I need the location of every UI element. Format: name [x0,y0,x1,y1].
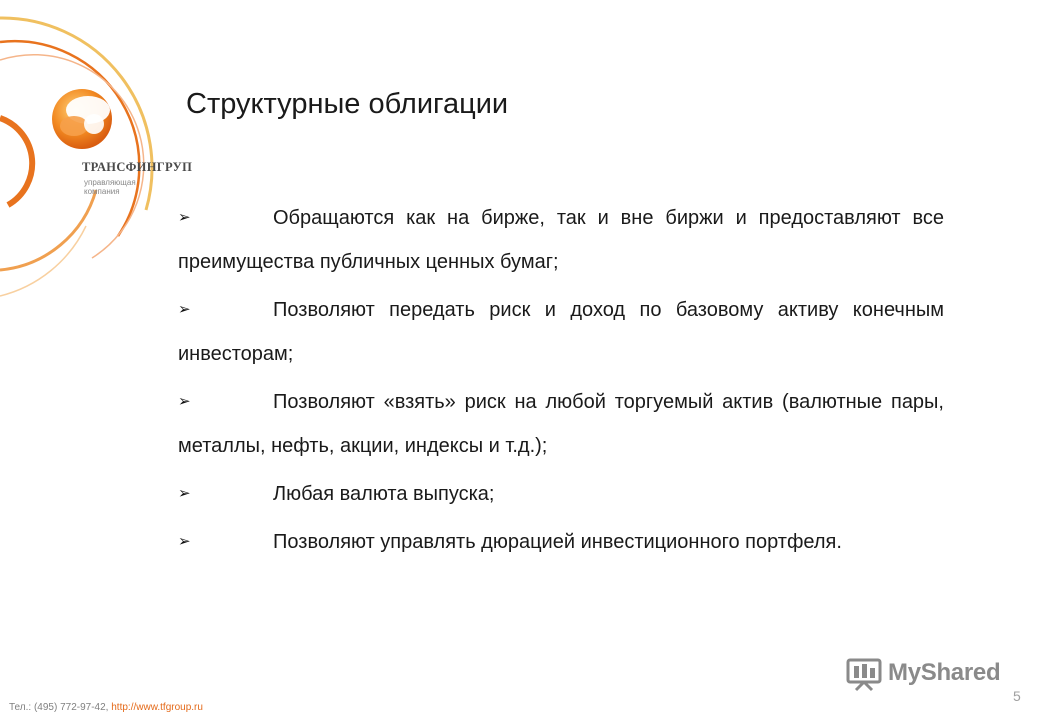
company-logo-icon [48,86,124,156]
bullet-text: Позволяют «взять» риск на любой торгуемый актив (валютные пары, металлы, нефть, акции, индексы и т.д.); [178,391,944,457]
slide-title: Структурные облигации [186,88,509,120]
arrow-bullet-icon: ➢ [178,209,191,226]
bullet-text: Позволяют передать риск и доход по базовому активу конечным инвесторам; [178,299,944,365]
footer-contacts [9,702,203,713]
bullet-item [178,288,944,376]
company-tagline: управляющая компания [84,178,136,196]
arrow-bullet-icon: ➢ [178,485,191,502]
bullet-item [178,520,944,564]
company-name: ТРАНСФИНГРУП [82,160,193,174]
bullet-text: Обращаются как на бирже, так и вне биржи и предоставляют все преимущества публичных ценных бумаг; [178,207,944,273]
bullet-item [178,380,944,468]
bullet-item [178,196,944,284]
arrow-bullet-icon: ➢ [178,533,191,550]
page-number: 5 [1013,688,1021,704]
bullet-text: Позволяют управлять дюрацией инвестиционного портфеля. [273,531,842,553]
bullet-list [178,196,944,568]
arrow-bullet-icon: ➢ [178,393,191,410]
footer-phone: Тел.: (495) 772-97-42, [9,702,109,713]
bullet-item [178,472,944,516]
bullet-text: Любая валюта выпуска; [273,483,495,505]
footer-website-link[interactable]: http://www.tfgroup.ru [111,702,203,713]
watermark-text: MyShared [888,659,1001,686]
arrow-bullet-icon: ➢ [178,301,191,318]
